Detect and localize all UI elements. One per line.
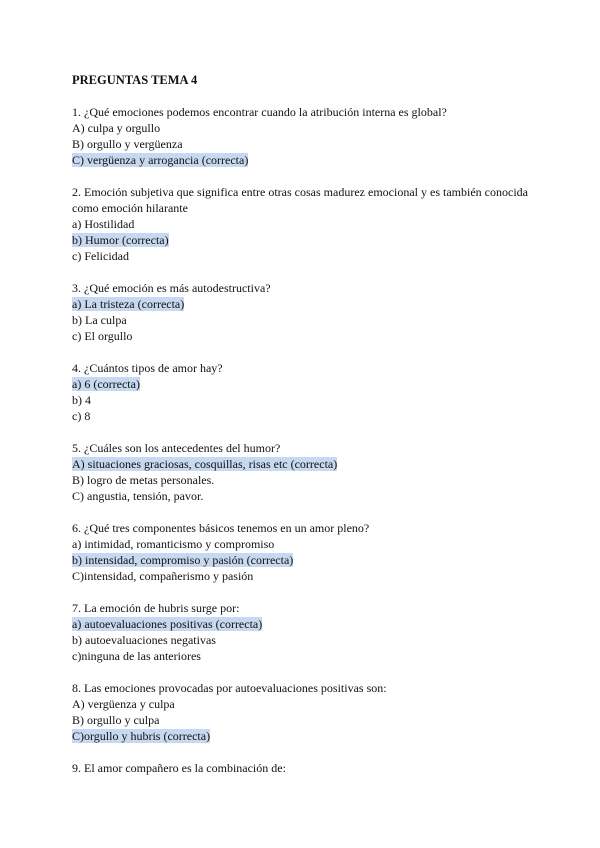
question-text: 8. Las emociones provocadas por autoevaluaciones positivas son: [72,681,387,695]
document-page [72,72,528,776]
question-8 [72,680,528,744]
answer-option: b) autoevaluaciones negativas [72,633,216,647]
answer-option: C)intensidad, compañerismo y pasión [72,569,254,583]
answer-option: C) angustia, tensión, pavor. [72,489,204,503]
correct-highlight: a) 6 (correcta) [72,377,140,391]
correct-highlight: a) La tristeza (correcta) [72,297,185,311]
answer-option-correct [72,728,528,744]
answer-option-correct [72,376,528,392]
question-text: 3. ¿Qué emoción es más autodestructiva? [72,281,271,295]
answer-option-correct [72,616,528,632]
question-text: 4. ¿Cuántos tipos de amor hay? [72,361,223,375]
answer-option: B) logro de metas personales. [72,473,215,487]
question-text: 5. ¿Cuáles son los antecedentes del humor? [72,441,281,455]
question-text: 6. ¿Qué tres componentes básicos tenemos en un amor pleno? [72,521,370,535]
question-5 [72,440,528,504]
answer-option-correct [72,232,528,248]
answer-option: c)ninguna de las anteriores [72,649,201,663]
correct-highlight: b) Humor (correcta) [72,233,169,247]
question-3 [72,280,528,344]
correct-highlight: A) situaciones graciosas, cosquillas, risas etc (correcta) [72,457,338,471]
question-text: 1. ¿Qué emociones podemos encontrar cuando la atribución interna es global? [72,105,447,119]
question-6 [72,520,528,584]
question-4 [72,360,528,424]
question-7 [72,600,528,664]
question-9 [72,760,528,776]
question-2 [72,184,528,264]
answer-option-correct [72,296,528,312]
answer-option: A) culpa y orgullo [72,121,161,135]
question-text: 9. El amor compañero es la combinación de: [72,761,286,775]
answer-option: B) orgullo y vergüenza [72,137,183,151]
correct-highlight: C) vergüenza y arrogancia (correcta) [72,153,249,167]
answer-option: a) intimidad, romanticismo y compromiso [72,537,275,551]
answer-option: b) 4 [72,393,91,407]
correct-highlight: a) autoevaluaciones positivas (correcta) [72,617,263,631]
answer-option-correct [72,152,528,168]
answer-option: A) vergüenza y culpa [72,697,175,711]
question-1 [72,104,528,168]
document-title: PREGUNTAS TEMA 4 [72,73,198,87]
correct-highlight: b) intensidad, compromiso y pasión (correcta) [72,553,294,567]
answer-option-correct [72,552,528,568]
answer-option: B) orgullo y culpa [72,713,160,727]
question-text: 7. La emoción de hubris surge por: [72,601,240,615]
answer-option: b) La culpa [72,313,127,327]
answer-option: c) 8 [72,409,91,423]
question-text: 2. Emoción subjetiva que significa entre otras cosas madurez emocional y es también conocida como emoción hilarante [72,185,528,215]
answer-option-correct [72,456,528,472]
answer-option: c) Felicidad [72,249,129,263]
answer-option: c) El orgullo [72,329,133,343]
answer-option: a) Hostilidad [72,217,135,231]
correct-highlight: C)orgullo y hubris (correcta) [72,729,211,743]
